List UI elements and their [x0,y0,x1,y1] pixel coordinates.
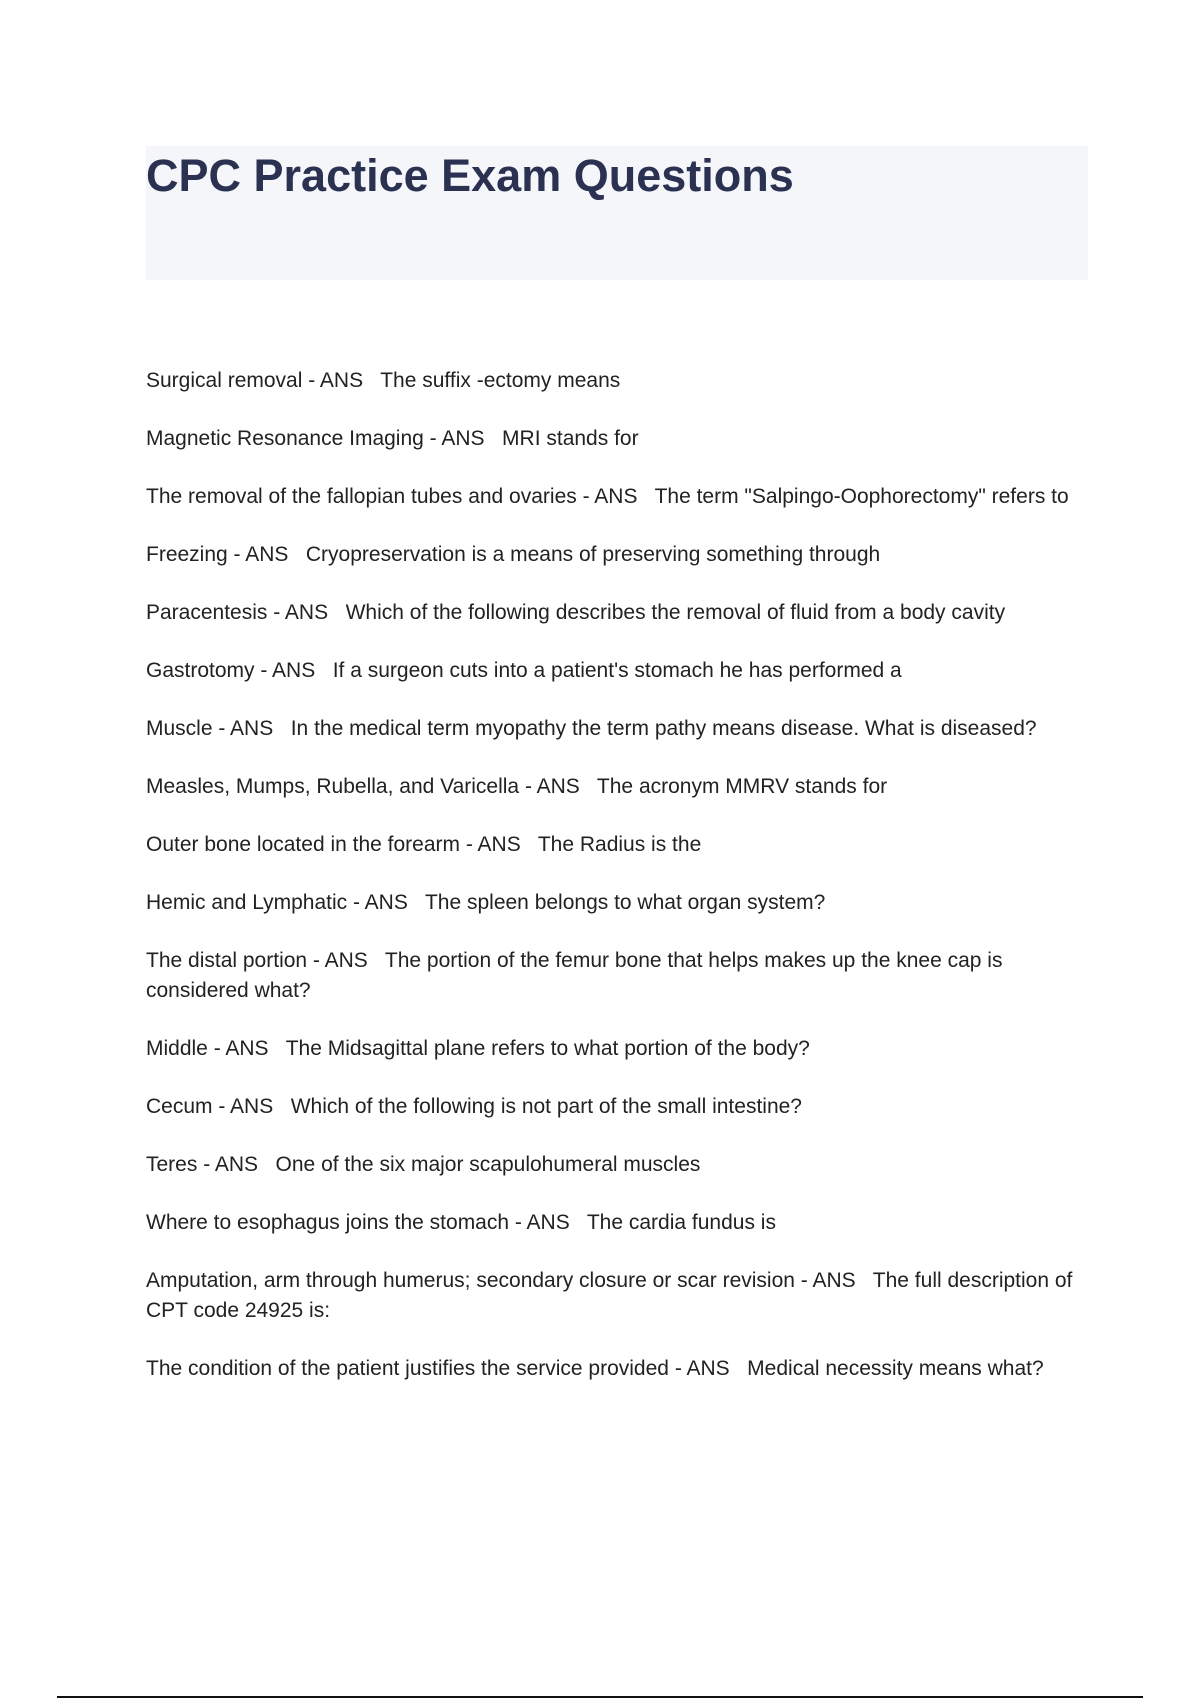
qa-question: The portion of the femur bone that helps makes up the knee cap is considered what? [146,949,1003,1002]
qa-item [146,830,1091,860]
qa-question: Which of the following describes the removal of fluid from a body cavity [345,601,1006,624]
qa-item [146,1034,1091,1064]
qa-item [146,946,1091,1006]
qa-item [146,424,1091,454]
qa-question: The full description of CPT code 24925 is: [146,1269,1073,1322]
qa-question: The Midsagittal plane refers to what portion of the body? [285,1037,810,1060]
qa-separator: - ANS [254,659,333,682]
qa-item [146,1208,1091,1238]
qa-separator: - ANS [307,949,385,972]
qa-question: The Radius is the [537,833,702,856]
qa-separator: - ANS [267,601,346,624]
qa-item [146,656,1091,686]
qa-answer: Muscle [146,717,213,740]
qa-separator: - ANS [668,1357,748,1380]
qa-question: Cryopreservation is a means of preserving something through [305,543,881,566]
qa-question: The spleen belongs to what organ system? [424,891,826,914]
qa-question: The suffix -ectomy means [380,369,621,392]
qa-separator: - ANS [423,427,503,450]
qa-separator: - ANS [207,1037,286,1060]
qa-item [146,772,1091,802]
qa-answer: Amputation, arm through humerus; secondary closure or scar revision [146,1269,795,1292]
qa-question: Which of the following is not part of the small intestine? [290,1095,802,1118]
qa-question: One of the six major scapulohumeral muscles [275,1153,701,1176]
qa-separator: - ANS [302,369,381,392]
qa-separator: - ANS [197,1153,276,1176]
qa-answer: Measles, Mumps, Rubella, and Varicella [146,775,520,798]
qa-item [146,598,1091,628]
qa-list [146,366,1091,1412]
qa-answer: Magnetic Resonance Imaging [146,427,424,450]
qa-item [146,1092,1091,1122]
qa-item [146,540,1091,570]
qa-separator: - ANS [509,1211,587,1234]
qa-answer: Surgical removal [146,369,303,392]
qa-item [146,714,1091,744]
qa-answer: Gastrotomy [146,659,255,682]
footer-divider [57,1696,1143,1698]
qa-separator: - ANS [227,543,306,566]
qa-question: If a surgeon cuts into a patient's stomach he has performed a [332,659,902,682]
qa-answer: The removal of the fallopian tubes and ovaries [146,485,577,508]
qa-answer: Where to esophagus joins the stomach [146,1211,510,1234]
qa-item [146,482,1091,512]
qa-answer: Middle [146,1037,208,1060]
qa-answer: Outer bone located in the forearm [146,833,461,856]
qa-question: The cardia fundus is [586,1211,776,1234]
qa-question: MRI stands for [502,427,639,450]
qa-item [146,1150,1091,1180]
qa-item [146,366,1091,396]
qa-question: The term "Salpingo-Oophorectomy" refers to [654,485,1069,508]
qa-separator: - ANS [212,717,291,740]
qa-answer: Paracentesis [146,601,268,624]
qa-separator: - ANS [460,833,538,856]
qa-separator: - ANS [576,485,655,508]
qa-question: The acronym MMRV stands for [596,775,888,798]
qa-item [146,1354,1091,1384]
qa-answer: Freezing [146,543,228,566]
qa-answer: The distal portion [146,949,308,972]
qa-answer: Teres [146,1153,198,1176]
qa-answer: Hemic and Lymphatic [146,891,348,914]
qa-separator: - ANS [794,1269,873,1292]
qa-answer: The condition of the patient justifies the service provided [146,1357,669,1380]
qa-separator: - ANS [347,891,425,914]
page-title: CPC Practice Exam Questions [146,150,794,201]
qa-question: In the medical term myopathy the term pathy means disease. What is diseased? [290,717,1037,740]
qa-item [146,1266,1091,1326]
qa-question: Medical necessity means what? [747,1357,1044,1380]
qa-separator: - ANS [519,775,597,798]
title-banner [146,146,1088,280]
qa-answer: Cecum [146,1095,213,1118]
qa-separator: - ANS [212,1095,291,1118]
qa-item [146,888,1091,918]
